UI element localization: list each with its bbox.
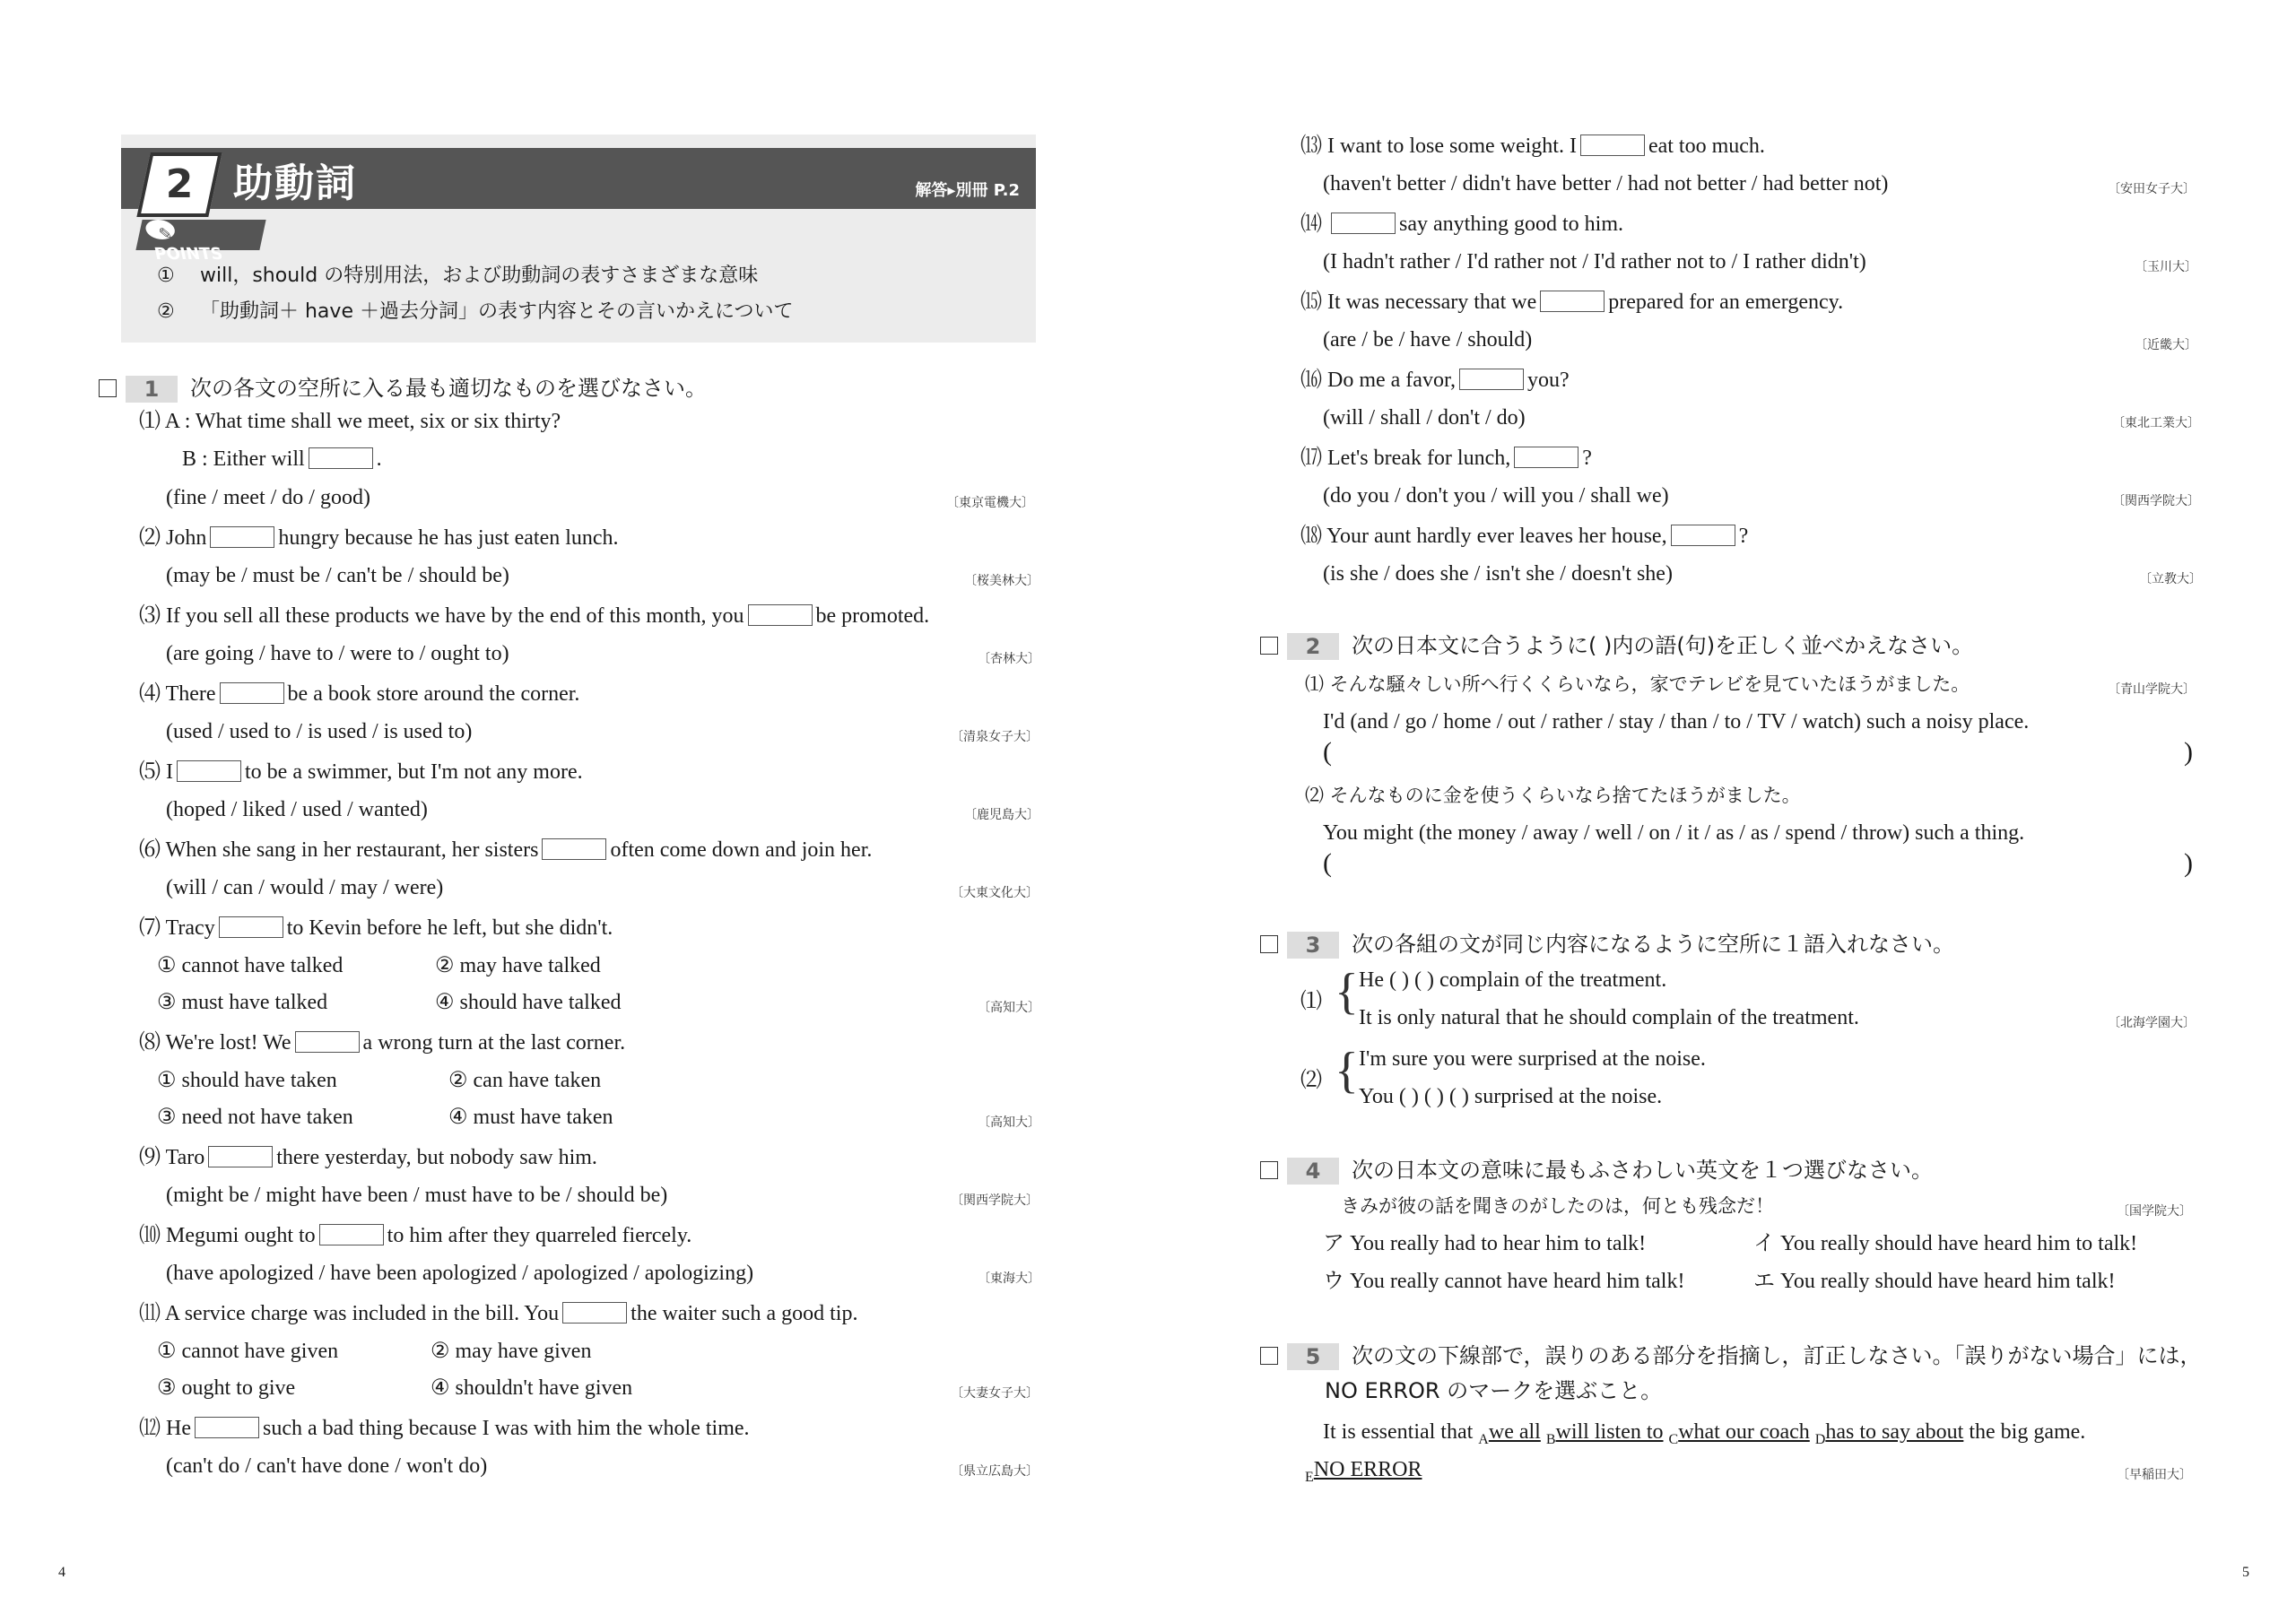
choices: (have apologized / have been apologized / apologized / apologizing) xyxy=(166,1262,754,1285)
answer-blank[interactable] xyxy=(1580,135,1645,156)
section-2-q1-english: I'd (and / go / home / out / rather / stay / than / to / TV / watch) such a noisy place. xyxy=(1323,710,2030,733)
source: 〔県立広島大〕 xyxy=(951,1465,1039,1479)
source: 〔近畿大〕 xyxy=(2135,339,2197,352)
option: ① cannot have talked xyxy=(157,954,344,977)
section-3-q2-number: ⑵ xyxy=(1300,1069,1322,1092)
section-3-q2-b: You ( ) ( ) ( ) surprised at the noise. xyxy=(1359,1085,1663,1108)
question-10: ⑽ Megumi ought to to him after they quarreled fiercely. xyxy=(139,1224,692,1247)
question-15: ⒂ It was necessary that we prepared for an emergency. xyxy=(1300,291,1844,314)
section-3-heading: 3 次の各組の文が同じ内容になるように空所に１語入れなさい。 xyxy=(1260,926,1954,959)
choices: (will / shall / don't / do) xyxy=(1323,406,1526,430)
section-4-heading: 4 次の日本文の意味に最もふさわしい英文を１つ選びなさい。 xyxy=(1260,1152,1933,1185)
option: ② may have talked xyxy=(435,954,601,977)
checkbox[interactable] xyxy=(99,379,117,397)
source: 〔東京電機大〕 xyxy=(946,497,1034,510)
source: 〔安田女子大〕 xyxy=(2108,183,2196,196)
answer-blank[interactable] xyxy=(562,1302,627,1324)
choices: (might be / might have been / must have to be / should be) xyxy=(166,1184,668,1207)
choices: (fine / meet / do / good) xyxy=(166,486,370,509)
section-3-q1-b: It is only natural that he should complain of the treatment. xyxy=(1359,1006,1859,1029)
answer-blank[interactable] xyxy=(1540,291,1605,312)
question-13: ⒀ I want to lose some weight. I eat too much. xyxy=(1300,135,1765,158)
option: ④ must have taken xyxy=(448,1106,613,1129)
answer-blank[interactable] xyxy=(319,1224,384,1245)
section-3-q2-a: I'm sure you were surprised at the noise. xyxy=(1359,1047,1706,1071)
answer-blank[interactable] xyxy=(1514,447,1578,468)
section-5-heading: 5 次の文の下線部で，誤りのある部分を指摘し，訂正しなさい。「誤りがない場合」には， xyxy=(1260,1338,2202,1370)
section-2-heading: 2 次の日本文に合うように( )内の語(句)を正しく並べかえなさい。 xyxy=(1260,628,1973,660)
choices: (are going / have to / were to / ought to) xyxy=(166,642,509,665)
brace: { xyxy=(1335,964,1359,1020)
question-5: ⑸ I to be a swimmer, but I'm not any more. xyxy=(139,760,583,784)
source: 〔鹿児島大〕 xyxy=(964,809,1039,822)
option: ③ need not have taken xyxy=(157,1106,353,1129)
answer-blank[interactable] xyxy=(295,1031,360,1053)
source: 〔東海大〕 xyxy=(978,1272,1040,1286)
point-item: ① will，should の特別用法，および助動詞の表すさまざまな意味 xyxy=(157,265,759,287)
option: ④ shouldn't have given xyxy=(430,1376,633,1400)
option: ③ ought to give xyxy=(157,1376,296,1400)
question-14: ⒁ say anything good to him. xyxy=(1300,213,1623,236)
source: 〔高知大〕 xyxy=(978,1002,1040,1015)
section-4-japanese: きみが彼の話を聞きのがしたのは，何とも残念だ！ xyxy=(1341,1195,1774,1217)
points-label: ✎ POINTS xyxy=(135,220,265,250)
chapter-title: 助動詞 xyxy=(233,161,357,206)
answer-blank[interactable] xyxy=(1671,525,1735,546)
answer-blank[interactable] xyxy=(208,1146,273,1167)
answer-blank[interactable] xyxy=(309,447,373,469)
answer-blank[interactable] xyxy=(210,526,274,548)
question-2: ⑵ John hungry because he has just eaten lunch. xyxy=(139,526,619,550)
choices: (may be / must be / can't be / should be) xyxy=(166,564,509,587)
checkbox[interactable] xyxy=(1260,1161,1278,1179)
source: 〔東北工業大〕 xyxy=(2112,417,2200,430)
section-3-q1-number: ⑴ xyxy=(1300,990,1322,1013)
answer-paren-open: ( xyxy=(1323,848,1332,878)
source: 〔大東文化大〕 xyxy=(951,887,1039,900)
question-6: ⑹ When she sang in her restaurant, her sisters often come down and join her. xyxy=(139,838,873,862)
page-number-left: 4 xyxy=(58,1565,65,1580)
source: 〔大妻女子大〕 xyxy=(951,1387,1039,1401)
section-5-instruction-2: NO ERROR のマークを選ぶこと。 xyxy=(1325,1378,1663,1403)
choices: (are / be / have / should) xyxy=(1323,328,1533,352)
answer-blank[interactable] xyxy=(219,916,283,938)
question-1-b: B : Either will . xyxy=(182,447,382,471)
source: 〔北海学園大〕 xyxy=(2108,1017,2196,1030)
section-1-heading: 1 次の各文の空所に入る最も適切なものを選びなさい。 xyxy=(99,370,707,403)
answer-paren-close: ) xyxy=(2184,737,2193,767)
option: ③ must have talked xyxy=(157,991,328,1014)
choices: (can't do / can't have done / won't do) xyxy=(166,1454,488,1478)
checkbox[interactable] xyxy=(1260,935,1278,953)
answer-blank[interactable] xyxy=(195,1417,259,1438)
question-18: ⒅ Your aunt hardly ever leaves her house, ? xyxy=(1300,525,1749,548)
answer-blank[interactable] xyxy=(1331,213,1396,234)
source: 〔杏林大〕 xyxy=(978,653,1040,666)
section-2-q2-japanese: ⑵ そんなものに金を使うくらいなら捨てたほうがました。 xyxy=(1305,785,1801,806)
question-7: ⑺ Tracy to Kevin before he left, but she didn't. xyxy=(139,916,613,940)
source: 〔清泉女子大〕 xyxy=(951,731,1039,744)
answer-blank[interactable] xyxy=(748,604,813,626)
option-d[interactable]: has to say about xyxy=(1825,1420,1964,1444)
answer-reference: 解答▸別冊 P.2 xyxy=(915,181,1020,200)
question-12: ⑿ He such a bad thing because I was with him the whole time. xyxy=(139,1417,750,1440)
page-number-right: 5 xyxy=(2242,1565,2249,1580)
checkbox[interactable] xyxy=(1260,1347,1278,1365)
option: ② can have taken xyxy=(448,1069,602,1092)
point-item: ② 「助動詞＋ have ＋過去分詞」の表す内容とその言いかえについて xyxy=(157,300,794,323)
section-2-q2-english: You might (the money / away / well / on / it / as / as / spend / throw) such a thing. xyxy=(1323,821,2025,845)
choices: (I hadn't rather / I'd rather not / I'd rather not to / I rather didn't) xyxy=(1323,250,1866,273)
answer-blank[interactable] xyxy=(177,760,241,782)
answer-paren-open: ( xyxy=(1323,737,1332,767)
source: 〔早稲田大〕 xyxy=(2117,1469,2192,1482)
answer-blank[interactable] xyxy=(1459,369,1524,390)
option-b[interactable]: will listen to xyxy=(1555,1420,1664,1444)
option-a[interactable]: we all xyxy=(1488,1420,1541,1444)
choices: (is she / does she / isn't she / doesn't she) xyxy=(1323,562,1673,586)
question-9: ⑼ Taro there yesterday, but nobody saw him. xyxy=(139,1146,597,1169)
checkbox[interactable] xyxy=(1260,637,1278,655)
option: ① should have taken xyxy=(157,1069,337,1092)
choices: (will / can / would / may / were) xyxy=(166,876,444,899)
source: 〔立教大〕 xyxy=(2139,573,2202,586)
source: 〔玉川大〕 xyxy=(2135,261,2197,274)
choices: (haven't better / didn't have better / had not better / had better not) xyxy=(1323,172,1889,195)
question-3: ⑶ If you sell all these products we have by the end of this month, you be promoted. xyxy=(139,604,930,628)
option: エ You really should have heard him talk! xyxy=(1753,1270,2116,1293)
question-8: ⑻ We're lost! We a wrong turn at the last corner. xyxy=(139,1031,626,1055)
source: 〔国学院大〕 xyxy=(2117,1205,2192,1219)
section-5-sentence: It is essential that $_A$we all $_B$will listen to $_C$what our coach $_D$has to say about the big game. xyxy=(1323,1420,2086,1447)
choices: (do you / don't you / will you / shall we) xyxy=(1323,484,1669,508)
option: ウ You really cannot have heard him talk! xyxy=(1323,1270,1685,1293)
option-c[interactable]: what our coach xyxy=(1678,1420,1810,1444)
source: 〔関西学院大〕 xyxy=(2112,495,2200,508)
choices: (used / used to / is used / is used to) xyxy=(166,720,473,743)
option: イ You really should have heard him to talk! xyxy=(1753,1232,2138,1255)
question-11: ⑾ A service charge was included in the bill. You the waiter such a good tip. xyxy=(139,1302,858,1325)
option: ① cannot have given xyxy=(157,1340,339,1363)
section-5-no-error: $_E$NO ERROR xyxy=(1305,1458,1422,1485)
section-3-q1-a: He ( ) ( ) complain of the treatment. xyxy=(1359,968,1667,992)
brace: { xyxy=(1335,1043,1359,1098)
question-4: ⑷ There be a book store around the corner. xyxy=(139,682,580,706)
question-16: ⒃ Do me a favor, you? xyxy=(1300,369,1570,392)
question-17: ⒄ Let's break for lunch, ? xyxy=(1300,447,1592,470)
option-e[interactable]: NO ERROR xyxy=(1313,1458,1422,1481)
chapter-header xyxy=(121,135,1036,343)
option: ② may have given xyxy=(430,1340,592,1363)
option: ア You really had to hear him to talk! xyxy=(1323,1232,1647,1255)
section-2-q1-japanese: ⑴ そんな騒々しい所へ行くくらいなら，家でテレビを見ていたほうがました。 xyxy=(1305,673,1970,695)
option: ④ should have talked xyxy=(435,991,622,1014)
answer-blank[interactable] xyxy=(220,682,284,704)
chapter-number-badge: 2 xyxy=(136,152,222,217)
choices: (hoped / liked / used / wanted) xyxy=(166,798,428,821)
source: 〔高知大〕 xyxy=(978,1116,1040,1130)
answer-blank[interactable] xyxy=(542,838,606,860)
source: 〔桜美林大〕 xyxy=(964,575,1039,588)
source: 〔関西学院大〕 xyxy=(951,1194,1039,1208)
source: 〔青山学院大〕 xyxy=(2108,683,2196,697)
answer-paren-close: ) xyxy=(2184,848,2193,878)
question-1: ⑴ A : What time shall we meet, six or six thirty? xyxy=(139,410,561,433)
pencil-icon: ✎ xyxy=(144,220,177,239)
